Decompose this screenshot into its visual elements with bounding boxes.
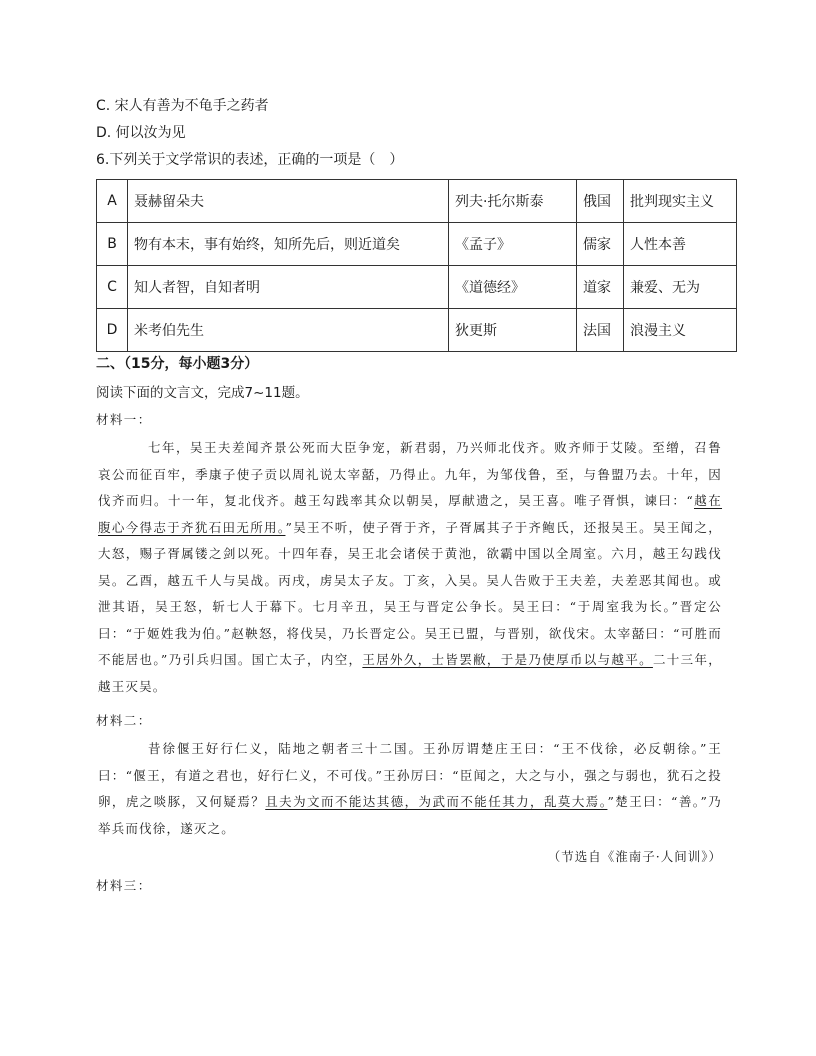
row-letter: C: [97, 266, 128, 309]
row-author: 《道德经》: [449, 266, 577, 309]
row-country: 法国: [577, 309, 624, 352]
row-country: 俄国: [577, 180, 624, 223]
question-6-table: [96, 179, 737, 352]
row-theme: 批判现实主义: [624, 180, 737, 223]
underlined-sentence-1: 越在腹心今得志于齐犹石田无所用。: [98, 493, 723, 535]
option-c: C. 宋人有善为不龟手之药者: [96, 98, 269, 114]
row-author: 《孟子》: [449, 223, 577, 266]
option-d: D. 何以汝为见: [96, 125, 186, 141]
material-2-part-a: 昔徐偃王好行仁义，陆地之朝者三十二国。王孙厉谓楚庄王曰：“王不伐徐，必反朝徐。”王曰：“偃王，有道之君也，好行仁义，不可伐。”王孙厉曰：“臣闻之，大之与小，强之与弱也，犹石之投卵，虎之啖豚，又何疑焉？: [98, 741, 722, 809]
material-1-text: [98, 435, 722, 700]
row-work: 知人者智，自知者明: [128, 266, 449, 309]
material-2-part-b: ”楚王曰：“善。”乃举兵而伐徐，遂灭之。: [98, 794, 722, 836]
underlined-sentence-2: 王居外久，士皆罢敝，于是乃使厚币以与越平。: [362, 652, 653, 667]
row-letter: B: [97, 223, 128, 266]
section-instruction: 阅读下面的文言文，完成7~11题。: [96, 385, 309, 401]
row-theme: 人性本善: [624, 223, 737, 266]
row-country: 儒家: [577, 223, 624, 266]
material-2-label: 材料二：: [96, 713, 152, 728]
question-6-stem: 6.下列关于文学常识的表述，正确的一项是（ ）: [96, 152, 404, 168]
underlined-sentence-3: 且夫为文而不能达其德，为武而不能任其力，乱莫大焉。: [265, 794, 608, 809]
table-row: [97, 266, 737, 309]
row-work: 米考伯先生: [128, 309, 449, 352]
row-letter: A: [97, 180, 128, 223]
material-1-part-a: 七年，吴王夫差闻齐景公死而大臣争宠，新君弱，乃兴师北伐齐。败齐师于艾陵。至缯，召鲁哀公而征百牢，季康子使子贡以周礼说太宰嚭，乃得止。九年，为邹伐鲁，至，与鲁盟乃去。十年，因伐齐而归。十一年，复北伐齐。越王勾践率其众以朝吴，厚献遗之，吴王喜。唯子胥惧，谏曰：: [98, 440, 722, 508]
row-letter: D: [97, 309, 128, 352]
row-theme: 兼爱、无为: [624, 266, 737, 309]
row-work: 物有本末，事有始终，知所先后，则近道矣: [128, 223, 449, 266]
row-work: 聂赫留朵夫: [128, 180, 449, 223]
row-author: 列夫·托尔斯泰: [449, 180, 577, 223]
table-row: [97, 223, 737, 266]
material-3-label: 材料三：: [96, 878, 152, 893]
material-1-part-b: ”吴王不听，使子胥于齐，子胥属其子于齐鲍氏，还报吴王。吴王闻之，大怒，赐子胥属镂之剑以死。十四年春，吴王北会诸侯于黄池，欲霸中国以全周室。六月，越王勾践伐吴。乙酉，越五千人与吴战。丙戌，虏吴太子友。丁亥，入吴。吴人告败于王夫差，夫差恶其闻也。或泄其语，吴王怒，斩七人于幕下。七月辛丑，吴王与晋定公争长。吴王曰：“于周室我为长。”晋定公曰：“于姬姓我为伯。”赵鞅怒，将伐吴，乃长晋定公。吴王已盟，与晋别，欲伐宋。太宰嚭曰：“可胜而不能居也。”乃引兵归国。国亡太子，内空，: [98, 519, 722, 667]
row-theme: 浪漫主义: [624, 309, 737, 352]
material-1-quote-open: “: [686, 493, 694, 508]
material-1-part-c: 二十三年，越王灭吴。: [98, 652, 722, 694]
source-citation: （节选自《淮南子·人间训》）: [547, 849, 722, 864]
table-row: [97, 309, 737, 352]
row-country: 道家: [577, 266, 624, 309]
table-row: [97, 180, 737, 223]
material-2-text: [98, 736, 722, 842]
section-heading: 二、（15分，每小题3分）: [96, 356, 259, 372]
material-1-label: 材料一：: [96, 412, 152, 427]
row-author: 狄更斯: [449, 309, 577, 352]
